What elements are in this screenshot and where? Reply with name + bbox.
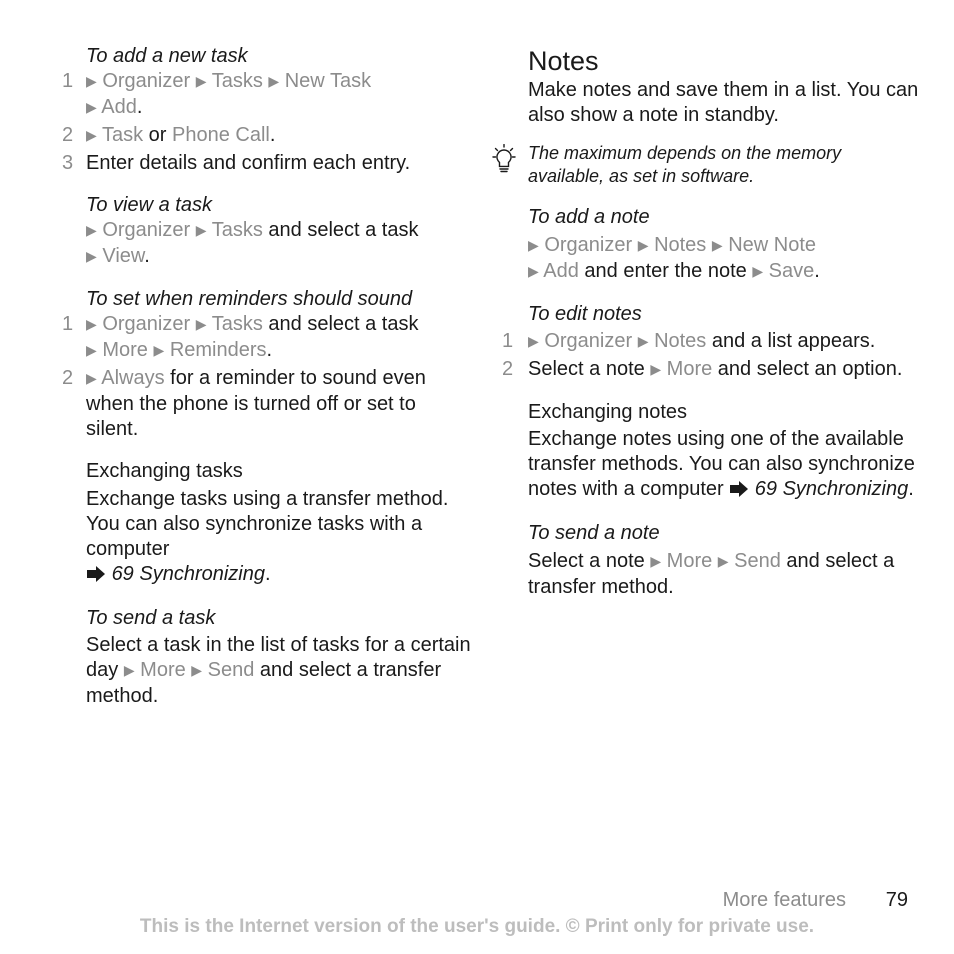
triangle-right-icon: ▶	[86, 342, 97, 358]
triangle-right-icon: ▶	[637, 333, 649, 349]
menu-new-note: New Note	[728, 234, 817, 256]
menu-organizer: Organizer	[102, 219, 191, 241]
menu-new-task: New Task	[284, 70, 372, 92]
triangle-right-icon: ▶	[191, 662, 203, 678]
triangle-right-icon: ▶	[711, 237, 723, 253]
exchanging-tasks-heading: Exchanging tasks	[86, 460, 243, 482]
triangle-right-icon: ▶	[637, 237, 649, 253]
add-note-section	[528, 205, 922, 285]
view-task-mid: and select a task	[268, 219, 419, 241]
step-number: 2	[62, 124, 74, 146]
exchanging-notes-text: Exchange notes using one of the available transfer methods. You can also synchronize notes with a computer	[528, 428, 915, 500]
triangle-right-icon: ▶	[86, 222, 97, 238]
triangle-right-icon: ▶	[195, 73, 207, 89]
menu-save: Save	[768, 260, 815, 282]
step-number: 2	[62, 367, 74, 389]
disclaimer: This is the Internet version of the user's guide. © Print only for private use.	[139, 916, 815, 937]
punct: .	[266, 339, 273, 361]
edit-step1-text: and a list appears.	[711, 330, 876, 352]
triangle-right-icon: ▶	[268, 73, 280, 89]
triangle-right-icon: ▶	[528, 237, 539, 253]
reminders-heading: To set when reminders should sound	[86, 288, 413, 310]
triangle-right-icon: ▶	[528, 263, 539, 279]
punct: .	[908, 478, 914, 500]
edit-notes-step-2	[502, 357, 922, 383]
tip-box	[490, 142, 922, 188]
right-column	[502, 44, 922, 600]
menu-send: Send	[207, 659, 255, 681]
add-note-heading: To add a note	[528, 206, 650, 228]
step-number: 2	[502, 358, 514, 380]
send-note-section	[528, 521, 922, 600]
menu-tasks: Tasks	[211, 70, 263, 92]
menu-more: More	[102, 339, 148, 361]
menu-send: Send	[734, 550, 781, 572]
triangle-right-icon: ▶	[86, 316, 97, 332]
step-number: 1	[62, 70, 74, 92]
add-note-mid: and enter the note	[584, 260, 747, 282]
menu-always: Always	[101, 367, 165, 389]
lightbulb-icon	[490, 142, 528, 188]
menu-reminders: Reminders	[169, 339, 267, 361]
menu-organizer: Organizer	[102, 313, 191, 335]
triangle-right-icon: ▶	[650, 553, 662, 569]
menu-task: Task	[101, 124, 144, 146]
triangle-right-icon: ▶	[650, 361, 662, 377]
menu-tasks: Tasks	[211, 219, 263, 241]
view-task-section	[62, 193, 472, 270]
triangle-right-icon: ▶	[752, 263, 764, 279]
triangle-right-icon: ▶	[86, 248, 97, 264]
edit-step2-text: and select an option.	[717, 358, 903, 380]
edit-notes-step-1	[502, 329, 922, 355]
add-task-step-1	[62, 69, 472, 121]
page-title: Notes	[528, 46, 599, 76]
step-number: 1	[62, 313, 74, 335]
reminders-step2-text: for a reminder to sound even when the phone is turned off or set to silent.	[86, 367, 426, 440]
pointing-arrow-icon	[86, 564, 106, 589]
send-task-section	[62, 606, 472, 709]
cross-reference[interactable]: 69 Synchronizing	[111, 563, 265, 585]
exchanging-tasks-text: Exchange tasks using a transfer method. You can also synchronize tasks with a computer	[86, 488, 449, 560]
send-task-text: Select a task in the list of tasks for a certain day	[86, 634, 471, 681]
edit-notes-heading: To edit notes	[528, 303, 642, 325]
step-number: 3	[62, 152, 74, 174]
or-text: or	[148, 124, 167, 146]
triangle-right-icon: ▶	[86, 127, 97, 143]
reminders-step-1	[62, 312, 472, 364]
send-note-pre: Select a note	[528, 550, 645, 572]
reminders-mid: and select a task	[268, 313, 419, 335]
send-task-tail: and select a transfer method.	[86, 659, 442, 707]
punct: .	[265, 563, 271, 585]
page-number: 79	[885, 889, 908, 911]
triangle-right-icon: ▶	[195, 222, 207, 238]
cross-reference[interactable]: 69 Synchronizing	[754, 478, 909, 500]
pointing-arrow-icon	[729, 479, 749, 504]
menu-notes: Notes	[654, 234, 707, 256]
menu-organizer: Organizer	[544, 330, 633, 352]
tip-text: The maximum depends on the memory available, as set in software.	[528, 143, 842, 186]
edit-step2-pre: Select a note	[528, 358, 645, 380]
send-task-heading: To send a task	[86, 607, 216, 629]
punct: .	[144, 245, 150, 267]
exchanging-notes-section	[528, 400, 922, 504]
step-number: 1	[502, 330, 514, 352]
menu-view: View	[102, 245, 145, 267]
triangle-right-icon: ▶	[86, 370, 97, 386]
footer-section-label: More features	[722, 889, 846, 911]
menu-tasks: Tasks	[211, 313, 263, 335]
exchanging-notes-heading: Exchanging notes	[528, 401, 688, 423]
menu-phone-call: Phone Call	[172, 124, 270, 146]
menu-add: Add	[543, 260, 579, 282]
triangle-right-icon: ▶	[86, 99, 97, 115]
send-note-tail: and select a transfer method.	[528, 550, 895, 598]
punct: .	[814, 260, 820, 282]
menu-add: Add	[101, 96, 137, 118]
triangle-right-icon: ▶	[195, 316, 207, 332]
menu-more: More	[140, 659, 186, 681]
add-task-step-2	[62, 123, 472, 149]
triangle-right-icon: ▶	[717, 553, 729, 569]
notes-intro: Make notes and save them in a list. You can also show a note in standby.	[528, 79, 919, 126]
add-task-heading: To add a new task	[86, 45, 248, 67]
punct: .	[136, 96, 143, 118]
view-task-heading: To view a task	[86, 194, 212, 216]
triangle-right-icon: ▶	[86, 73, 97, 89]
menu-more: More	[666, 358, 713, 380]
triangle-right-icon: ▶	[153, 342, 165, 358]
triangle-right-icon: ▶	[528, 333, 539, 349]
menu-notes: Notes	[654, 330, 707, 352]
left-column	[62, 44, 472, 709]
exchanging-tasks-section	[62, 459, 472, 589]
menu-more: More	[666, 550, 713, 572]
triangle-right-icon: ▶	[123, 662, 135, 678]
menu-organizer: Organizer	[544, 234, 633, 256]
step-text: Enter details and confirm each entry.	[86, 152, 411, 174]
send-note-heading: To send a note	[528, 522, 660, 544]
add-task-step-3	[62, 151, 472, 176]
reminders-step-2	[62, 366, 472, 442]
punct: .	[269, 124, 276, 146]
menu-organizer: Organizer	[102, 70, 191, 92]
